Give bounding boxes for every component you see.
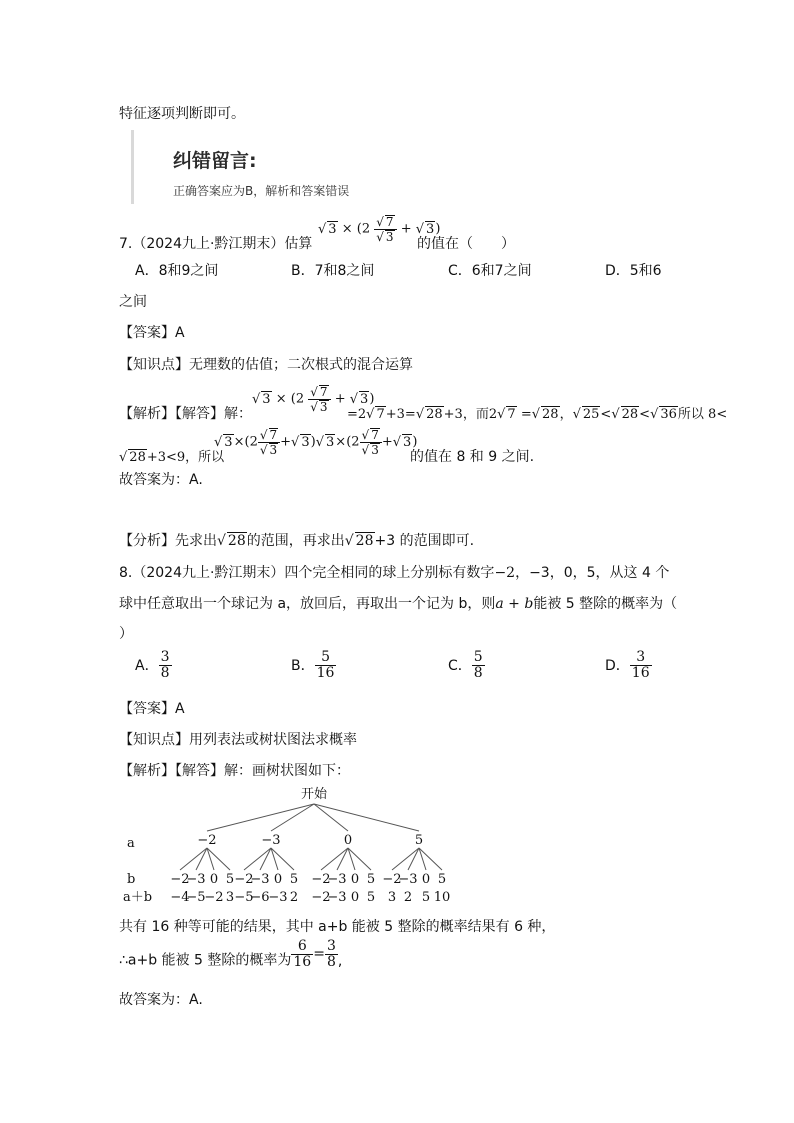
- tree-node-b: −2: [382, 872, 402, 887]
- q8-probability: ∴a+b 能被 5 整除的概率为 $\frac{6}{16}$ = $\frac{3}{8}$ ,: [119, 938, 343, 970]
- tree-node-b: 5: [225, 872, 235, 887]
- q7-option-a: A．8和9之间: [135, 263, 219, 279]
- tree-row-label-b: b: [127, 872, 136, 887]
- tree-branch: [207, 804, 314, 831]
- tree-node-sum: 2: [403, 890, 413, 905]
- q8-knowledge: [119, 729, 357, 749]
- tree-diagram: [119, 782, 459, 910]
- tree-node-sum: 3: [225, 890, 235, 905]
- q8-stem-line1: 8.（2024九上·黔江期末）四个完全相同的球上分别标有数字−2，−3，0，5，从这 4 个: [119, 565, 670, 581]
- q8-option-c: C． $\frac{5}{8}$: [448, 649, 483, 681]
- q8-result-line: 共有 16 种等可能的结果，其中 a+b 能被 5 整除的概率结果有 6 种，: [119, 919, 556, 935]
- q7-analysis-line2-end: 的值在 8 和 9 之间.: [410, 449, 535, 465]
- tree-node-b: 0: [421, 872, 431, 887]
- tree-branch: [337, 848, 348, 870]
- q7-option-c: C．6和7之间: [448, 263, 532, 279]
- q8-option-a: A． $\frac{3}{8}$: [135, 649, 170, 681]
- tree-node-sum: 5: [421, 890, 431, 905]
- tree-node-sum: −5: [234, 890, 254, 905]
- q7-analysis-line1-rest: =2√ 7+3=√ 28+3，而2√ 7 =√ 28，√ 25<√ 28<√ 36所以 8<: [347, 403, 727, 422]
- tree-node-b: 0: [350, 872, 360, 887]
- q8-analysis: 【解析】【解答】解：画树状图如下：: [119, 763, 350, 779]
- q7-stem-prefix: 7.（2024九上·黔江期末）估算: [119, 236, 313, 252]
- q7-analysis-line2-start: √ 28+3<9，所以: [119, 446, 224, 465]
- tree-node-sum: 0: [350, 890, 360, 905]
- tree-node-b: −3: [398, 872, 418, 887]
- top-line: 特征逐项判断即可。: [119, 106, 245, 122]
- tree-branch: [314, 804, 419, 831]
- answer-value: A: [175, 701, 185, 717]
- callout-title: 纠错留言:: [173, 150, 257, 172]
- tree-node-sum: 2: [289, 890, 299, 905]
- q8-option-b: B． $\frac{5}{16}$: [291, 649, 335, 681]
- tree-node-b: 0: [209, 872, 219, 887]
- q8-stem-line3: ）: [119, 626, 133, 642]
- tree-node-sum: 3: [387, 890, 397, 905]
- tree-branch: [408, 848, 419, 870]
- tree-node-sum: −3: [327, 890, 347, 905]
- correction-callout: [131, 130, 434, 204]
- tree-branch: [244, 848, 271, 870]
- q8-answer: [119, 698, 185, 718]
- tree-row-label-a: a: [127, 836, 135, 851]
- tree-node-b: −3: [186, 872, 206, 887]
- tree-node-b: −2: [234, 872, 254, 887]
- tree-node-a: −3: [261, 833, 281, 848]
- tree-node-b: 0: [273, 872, 283, 887]
- q7-option-d: D．5和6: [605, 263, 662, 279]
- answer-value: A: [175, 325, 185, 341]
- tree-node-sum: 5: [366, 890, 376, 905]
- tree-root-label: 开始: [300, 787, 328, 802]
- tree-branch: [321, 848, 348, 870]
- tree-node-b: −3: [327, 872, 347, 887]
- tree-node-sum: −3: [268, 890, 288, 905]
- q7-analysis2: 【分析】先求出√ 28的范围，再求出√ 28+3 的范围即可.: [119, 530, 474, 550]
- q7-expression: √ 3 × (2 √ 7 √ 3 + √ 3): [318, 215, 440, 243]
- knowledge-text: 无理数的估值；二次根式的混合运算: [189, 357, 413, 373]
- q8-conclusion: 故答案为：A.: [119, 992, 203, 1008]
- tree-node-sum: −2: [204, 890, 224, 905]
- q7-stem-suffix: 的值在（ ）: [417, 236, 515, 252]
- tree-node-a: −2: [197, 833, 217, 848]
- q7-conclusion: 故答案为：A.: [119, 472, 203, 488]
- tree-node-sum: −4: [170, 890, 190, 905]
- q7-analysis-line2-expr: √ 3×(2 √ 7 √ 3 +√ 3)√ 3×(2 √ 7 √ 3 +√ 3): [214, 428, 417, 456]
- q7-option-b: B．7和8之间: [291, 263, 375, 279]
- tree-node-b: −2: [311, 872, 331, 887]
- tree-node-sum: −5: [186, 890, 206, 905]
- tree-node-sum: −6: [250, 890, 270, 905]
- callout-text: 正确答案应为B，解析和答案错误: [173, 184, 350, 198]
- answer-tag: 【答案】: [119, 701, 175, 717]
- tree-branch: [180, 848, 207, 870]
- q8-option-d: D． $\frac{3}{16}$: [605, 649, 650, 681]
- tree-branch: [271, 804, 314, 831]
- q7-analysis-tag: 【解析】【解答】解：: [119, 406, 252, 422]
- tree-node-a: 5: [414, 833, 424, 848]
- q7-knowledge: [119, 354, 413, 374]
- tree-node-b: −3: [250, 872, 270, 887]
- knowledge-text: 用列表法或树状图法求概率: [189, 732, 357, 748]
- tree-node-b: 5: [289, 872, 299, 887]
- q7-answer: [119, 322, 185, 342]
- tree-node-b: −2: [170, 872, 190, 887]
- tree-node-a: 0: [343, 833, 353, 848]
- tree-node-b: 5: [366, 872, 376, 887]
- knowledge-tag: 【知识点】: [119, 732, 189, 748]
- answer-tag: 【答案】: [119, 325, 175, 341]
- tree-branch: [260, 848, 271, 870]
- tree-row-label-sum: a＋b: [123, 890, 153, 905]
- tree-branch: [392, 848, 419, 870]
- q8-stem-line2: 球中任意取出一个球记为 a，放回后，再取出一个记为 b，则a + b能被 5 整除的概率为（: [119, 596, 678, 612]
- tree-node-sum: 10: [433, 890, 451, 905]
- tree-branch: [196, 848, 207, 870]
- q7-analysis-line1: √ 3 × (2 √ 7 √ 3 + √ 3): [252, 385, 374, 413]
- q7-option-d-wrap: 之间: [119, 294, 147, 310]
- knowledge-tag: 【知识点】: [119, 357, 189, 373]
- tree-node-sum: −2: [311, 890, 331, 905]
- tree-node-b: 5: [437, 872, 447, 887]
